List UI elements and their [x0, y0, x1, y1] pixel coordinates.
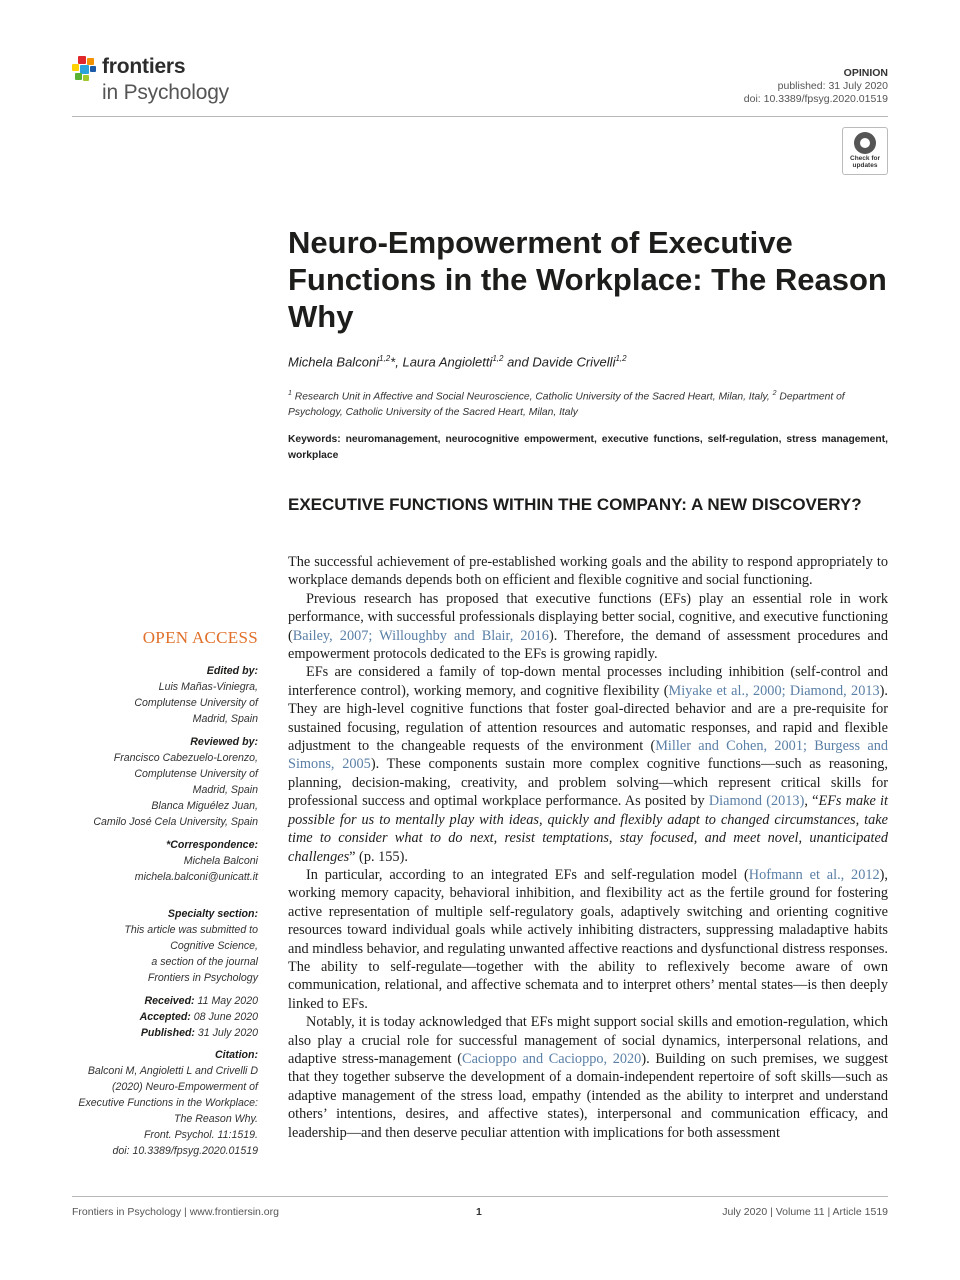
quotation: EFs make it possible for us to mentally play with ideas, quickly and flexibly adapt to changed circumstances, take time to consider what to do next, resist temptations, stay focused, and meet novel, unanticipated challenges: [288, 793, 888, 865]
body-paragraph: Notably, it is today acknowledged that EFs might support social skills and emotion-regulation, which also play a crucial role for successful management of social dynamics, interpersonal relations, and adaptive stress-management (Cacioppo and Cacioppo, 2020). Building on such premises, we suggest that they together subserve the development of a domain-independent repertoire of soft skills—such as adaptive management of the stress load, empathy (intended as the ability to interpret and understand others’ intentions, desires, and affective states), interpersonal and communication efficacy, and leadership—and then deserve peculiar attention with implications for both assessment: [288, 1014, 888, 1141]
affiliations: $^1$ Research Unit in Affective and Social Neuroscience, Catholic University of the Sacred Heart, Milan, Italy, $^2$ Department of Psychology, Catholic University of the Sacred Heart, Milan, Italy: [288, 390, 845, 419]
logo-square-orange: [87, 58, 94, 65]
citation-link[interactable]: Miller and Cohen, 2001; Burgess and Simons, 2005: [288, 738, 888, 773]
citation-link[interactable]: Hofmann et al., 2012: [748, 866, 880, 883]
citation-link[interactable]: Diamond (2013): [708, 793, 805, 810]
check-updates-icon: [854, 132, 876, 154]
correspondence-email[interactable]: michela.balconi@unicatt.it: [134, 871, 258, 883]
section-heading: EXECUTIVE FUNCTIONS WITHIN THE COMPANY: A NEW DISCOVERY?: [288, 495, 862, 514]
body-paragraph: The successful achievement of pre-established working goals and the ability to respond appropriately to workplace demands depends both on efficient and flexible cognitive and social functioning.: [288, 554, 888, 589]
article-title: Neuro-Empowerment of Executive Functions in the Workplace: The Reason Why: [288, 225, 887, 334]
check-for-updates-button[interactable]: [842, 127, 888, 175]
author-list: Michela Balconi$^{1,2}$*, Laura Angioletti$^{1,2}$ and Davide Crivelli$^{1,2}$: [288, 354, 627, 370]
article-type: OPINION: [843, 67, 888, 79]
citation-link[interactable]: Cacioppo and Cacioppo, 2020: [462, 1050, 642, 1067]
article-meta: [744, 67, 888, 106]
footer-divider: [72, 1196, 888, 1197]
logo-square-blue: [90, 66, 96, 72]
citation-link[interactable]: Bailey, 2007; Willoughby and Blair, 2016: [292, 627, 549, 644]
keywords-list: neuromanagement, neurocognitive empowerment, executive functions, self-regulation, stress management, workplace: [288, 434, 888, 461]
reviewed-by: Reviewed by: Francisco Cabezuelo-Lorenzo, Complutense University of Madrid, Spain Blanca Miguélez Juan, Camilo José Cela University, Spain: [93, 736, 258, 828]
logo-square-green: [75, 73, 82, 80]
body-paragraph: Previous research has proposed that executive functions (EFs) play an essential role in work performance, with successful professionals displaying better social, cognitive, and executive functioning (Bailey, 2007; Willoughby and Blair, 2016). Therefore, the demand of assessment procedures and empowerment protocols dedicated to the EFs is growing rapidly.: [288, 590, 889, 663]
logo-square-lightblue: [80, 65, 89, 74]
keywords: [288, 432, 888, 464]
logo-square-red: [78, 56, 86, 64]
frontiers-logo-icon: [72, 56, 102, 86]
citation-block: Citation: Balconi M, Angioletti L and Crivelli D (2020) Neuro-Empowerment of Executive Functions in the Workplace: The Reason Why. Front. Psychol. 11:1519. doi: 10.3389/fpsyg.2020.01519: [78, 1049, 258, 1157]
author-name[interactable]: Michela Balconi: [288, 354, 380, 370]
open-access-label: OPEN ACCESS: [142, 628, 258, 647]
check-updates-label: Check for updates: [850, 155, 880, 169]
specialty-section: Specialty section: This article was submitted to Cognitive Science, a section of the journal Frontiers in Psychology: [124, 908, 258, 984]
logo-square-yellow: [72, 64, 79, 71]
author-name[interactable]: Davide Crivelli: [532, 354, 616, 370]
body-paragraph: EFs are considered a family of top-down mental processes including inhibition (self-control and interference control), working memory, and cognitive flexibility (Miyake et al., 2000; Diamond, 2013). They are high-level cognitive functions that foster goal-directed behavior and are a pre-requisite for sustained focusing, regulation of attention resources and automatic responses, and rapid and flexible adjustment to the changeable requests of the environment (Miller and Cohen, 2001; Burgess and Simons, 2005). These components sustain more complex cognitive functions—such as reasoning, planning, decision-making, creativity, and problem solving—which represent critical skills for professional success and optimal workplace performance. As posited by Diamond (2013), “EFs make it possible for us to mentally play with ideas, quickly and flexibly adapt to changed circumstances, take time to consider what to do next, resist temptations, stay focused, and meet novel, unanticipated challenges” (p. 155).: [288, 664, 888, 865]
doi[interactable]: doi: 10.3389/fpsyg.2020.01519: [743, 93, 888, 105]
author-name[interactable]: Laura Angioletti: [402, 354, 493, 370]
logo-journal-text: in Psychology: [102, 81, 229, 104]
edited-by: Edited by: Luis Mañas-Viniegra, Complutense University of Madrid, Spain: [134, 665, 258, 725]
keywords-label: Keywords:: [288, 434, 341, 445]
logo-brand-text: frontiers: [102, 55, 186, 78]
journal-logo[interactable]: [72, 56, 272, 108]
header-divider: [72, 116, 888, 117]
footer-journal[interactable]: Frontiers in Psychology | www.frontiersin.org: [72, 1206, 279, 1218]
footer-issue: July 2020 | Volume 11 | Article 1519: [722, 1206, 888, 1218]
article-body: [288, 553, 888, 1142]
correspondence: *Correspondence: Michela Balconi michela.balconi@unicatt.it: [72, 837, 258, 885]
article-dates: Received: 11 May 2020 Accepted: 08 June 2020 Published: 31 July 2020: [139, 995, 258, 1039]
published-date: published: 31 July 2020: [777, 80, 888, 92]
logo-square-lime: [83, 75, 89, 81]
body-paragraph: In particular, according to an integrated EFs and self-regulation model (Hofmann et al., 2012), working memory capacity, behavioral inhibition, and flexibility act as the fertile ground for fostering active representation of multiple self-regulatory goals, adaptively switching and orienting cognitive resources toward individual goals while actively inhibiting distracters, suppressing maladaptive habits and mindless behavior, and regulating unwanted affective reactions and dysfunctional distress responses. The ability to self-regulate—together with the ability to reflexively become aware of own communication, relational, and affective schemata and to interpret others’ mental states—is then deeply linked to EFs.: [288, 866, 888, 1012]
page-number: 1: [476, 1206, 482, 1218]
citation-link[interactable]: Miyake et al., 2000; Diamond, 2013: [668, 682, 880, 699]
